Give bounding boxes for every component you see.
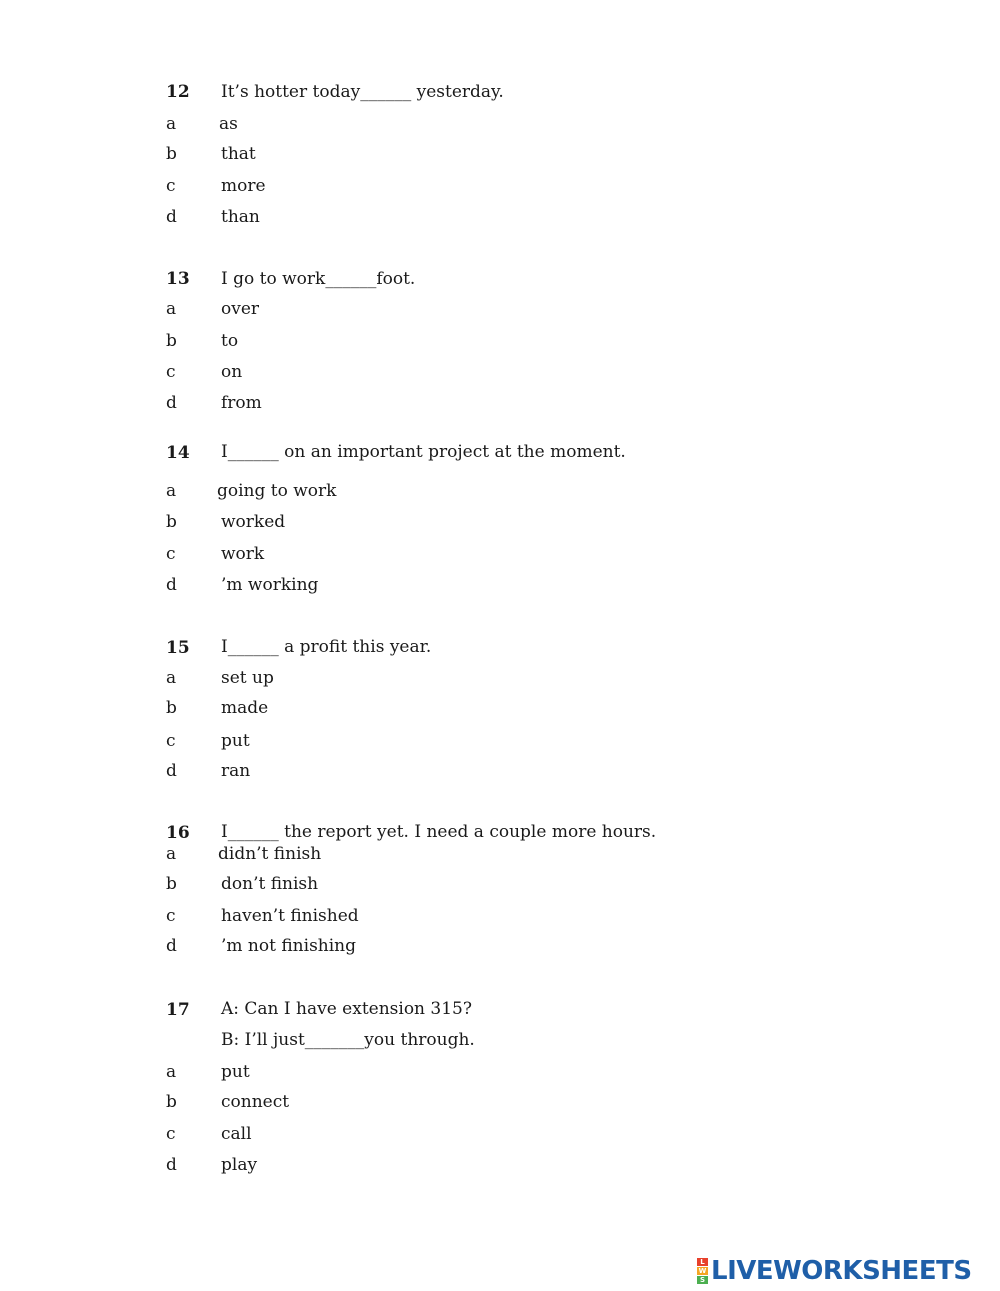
question-12-prompt: It’s hotter today______ yesterday.	[221, 82, 504, 102]
question-12-option-a[interactable]: as	[219, 114, 238, 134]
question-12-option-b-letter: b	[166, 144, 177, 164]
question-12-option-a-letter: a	[166, 114, 177, 134]
liveworksheets-logo[interactable]	[697, 1254, 972, 1288]
question-16-option-c[interactable]: haven’t finished	[221, 906, 359, 926]
question-17-option-a[interactable]: put	[221, 1062, 250, 1082]
question-13-option-c-letter: c	[166, 362, 176, 382]
question-13-option-b[interactable]: to	[221, 331, 239, 351]
question-16-option-b[interactable]: don’t finish	[221, 874, 319, 894]
question-14-option-b-letter: b	[166, 512, 177, 532]
question-12-number: 12	[166, 82, 190, 102]
liveworksheets-mark-icon	[697, 1258, 708, 1284]
question-16-number: 16	[166, 823, 190, 843]
question-16-option-a-letter: a	[166, 844, 177, 864]
question-14-option-d-letter: d	[166, 575, 177, 595]
question-16-option-d[interactable]: ’m not finishing	[221, 936, 357, 956]
question-14-number: 14	[166, 443, 190, 463]
question-17-option-b[interactable]: connect	[221, 1092, 290, 1112]
logo-mark-letter-l: L	[697, 1258, 708, 1266]
question-13-option-b-letter: b	[166, 331, 177, 351]
question-17-number: 17	[166, 1000, 190, 1020]
question-12-option-b[interactable]: that	[221, 144, 256, 164]
question-12-option-d[interactable]: than	[221, 207, 260, 227]
question-17-option-a-letter: a	[166, 1062, 177, 1082]
logo-mark-letter-w: W	[698, 1267, 707, 1275]
question-15-option-b-letter: b	[166, 698, 177, 718]
question-17-option-c[interactable]: call	[221, 1124, 252, 1144]
question-17-option-d[interactable]: play	[221, 1155, 258, 1175]
question-15-prompt: I______ a profit this year.	[221, 637, 432, 657]
question-15-option-a[interactable]: set up	[221, 668, 274, 688]
question-16-option-d-letter: d	[166, 936, 177, 956]
question-13-option-a-letter: a	[166, 299, 177, 319]
question-14-option-b[interactable]: worked	[221, 512, 286, 532]
question-13-option-a[interactable]: over	[221, 299, 260, 319]
question-14-option-c[interactable]: work	[221, 544, 265, 564]
question-15-number: 15	[166, 638, 190, 658]
question-14-option-d[interactable]: ’m working	[221, 575, 319, 595]
question-16-option-b-letter: b	[166, 874, 177, 894]
question-14-option-c-letter: c	[166, 544, 176, 564]
question-14-option-a[interactable]: going to work	[217, 481, 337, 501]
logo-wordmark: LIVEWORKSHEETS	[711, 1256, 972, 1286]
question-15-option-c[interactable]: put	[221, 731, 250, 751]
question-17-option-d-letter: d	[166, 1155, 177, 1175]
question-12-option-d-letter: d	[166, 207, 177, 227]
question-16-prompt: I______ the report yet. I need a couple more hours.	[221, 822, 657, 842]
question-17-option-c-letter: c	[166, 1124, 176, 1144]
question-13-option-d-letter: d	[166, 393, 177, 413]
question-15-option-c-letter: c	[166, 731, 176, 751]
question-17-prompt-line2: B: I’ll just_______you through.	[221, 1030, 475, 1050]
logo-mark-letter-s: S	[697, 1276, 708, 1284]
question-15-option-d[interactable]: ran	[221, 761, 251, 781]
question-15-option-a-letter: a	[166, 668, 177, 688]
question-15-option-b[interactable]: made	[221, 698, 269, 718]
question-13-prompt: I go to work______foot.	[221, 269, 416, 289]
question-16-option-c-letter: c	[166, 906, 176, 926]
question-13-option-d[interactable]: from	[221, 393, 262, 413]
question-16-option-a[interactable]: didn’t finish	[218, 844, 322, 864]
question-13-number: 13	[166, 269, 190, 289]
question-13-option-c[interactable]: on	[221, 362, 243, 382]
question-15-option-d-letter: d	[166, 761, 177, 781]
question-17-option-b-letter: b	[166, 1092, 177, 1112]
question-12-option-c[interactable]: more	[221, 176, 266, 196]
question-12-option-c-letter: c	[166, 176, 176, 196]
question-14-option-a-letter: a	[166, 481, 177, 501]
question-17-prompt: A: Can I have extension 315?	[221, 999, 472, 1019]
question-14-prompt: I______ on an important project at the moment.	[221, 442, 626, 462]
